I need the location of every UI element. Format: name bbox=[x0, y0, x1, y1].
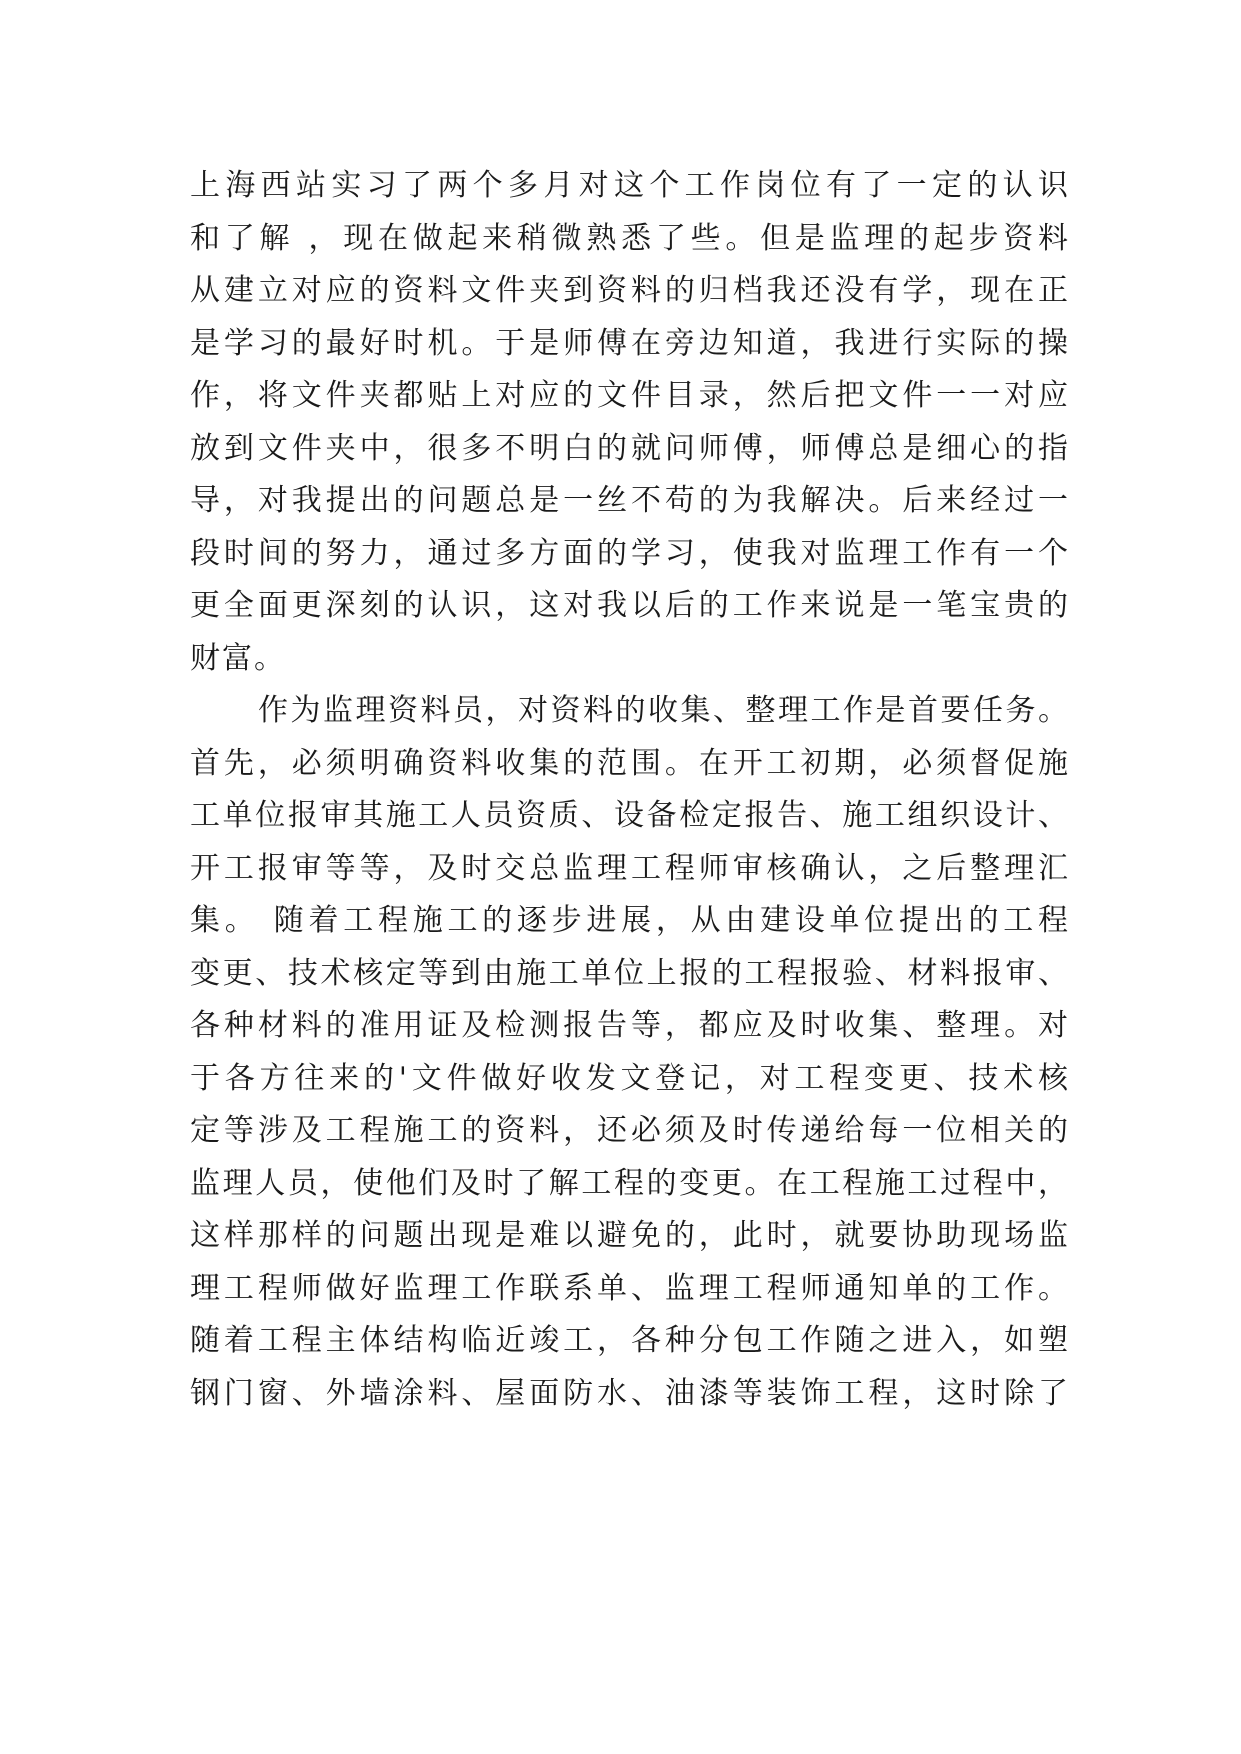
text-line: 变更、技术核定等到由施工单位上报的工程报验、材料报审、 bbox=[190, 955, 1070, 991]
text-line: 定等涉及工程施工的资料，还必须及时传递给每一位相关的 bbox=[190, 1113, 1070, 1148]
text-line: 财富。 bbox=[190, 640, 286, 676]
text-line: 更全面更深刻的认识，这对我以后的工作来说是一笔宝贵的 bbox=[190, 588, 1070, 623]
text-line: 首先，必须明确资料收集的范围。在开工初期，必须督促施 bbox=[190, 745, 1070, 781]
text-line: 放到文件夹中，很多不明白的就问师傅，师傅总是细心的指 bbox=[190, 430, 1070, 466]
text-line: 上海西站实习了两个多月对这个工作岗位有了一定的认识 bbox=[190, 168, 1070, 203]
text-line: 监理人员，使他们及时了解工程的变更。在工程施工过程中， bbox=[190, 1165, 1070, 1201]
text-line: 这样那样的问题出现是难以避免的，此时，就要协助现场监 bbox=[190, 1218, 1070, 1253]
text-line: 导，对我提出的问题总是一丝不苟的为我解决。后来经过一 bbox=[190, 483, 1070, 518]
text-line: 各种材料的准用证及检测报告等，都应及时收集、整理。对 bbox=[190, 1008, 1070, 1043]
text-line: 随着工程主体结构临近竣工，各种分包工作随之进入，如塑 bbox=[190, 1323, 1070, 1358]
text-line: 是学习的最好时机。于是师傅在旁边知道，我进行实际的操 bbox=[190, 325, 1070, 361]
text-line: 开工报审等等，及时交总监理工程师审核确认，之后整理汇 bbox=[190, 850, 1070, 886]
text-line: 工单位报审其施工人员资质、设备检定报告、施工组织设计、 bbox=[190, 798, 1070, 833]
text-line: 和了解 ，现在做起来稍微熟悉了些。但是监理的起步资料 bbox=[190, 220, 1070, 256]
body-text bbox=[190, 160, 1070, 1420]
text-line: 从建立对应的资料文件夹到资料的归档我还没有学，现在正 bbox=[190, 273, 1070, 308]
text-line: 钢门窗、外墙涂料、屋面防水、油漆等装饰工程，这时除了 bbox=[190, 1375, 1070, 1411]
text-line: 集。 随着工程施工的逐步进展，从由建设单位提出的工程 bbox=[190, 903, 1070, 938]
paragraph-start-line: 作为监理资料员，对资料的收集、整理工作是首要任务。 bbox=[258, 693, 1070, 728]
text-line: 于各方往来的'文件做好收发文登记，对工程变更、技术核 bbox=[190, 1060, 1070, 1096]
text-line: 理工程师做好监理工作联系单、监理工程师通知单的工作。 bbox=[190, 1270, 1070, 1306]
text-line: 作，将文件夹都贴上对应的文件目录，然后把文件一一对应 bbox=[190, 378, 1070, 413]
text-line: 段时间的努力，通过多方面的学习，使我对监理工作有一个 bbox=[190, 535, 1070, 571]
